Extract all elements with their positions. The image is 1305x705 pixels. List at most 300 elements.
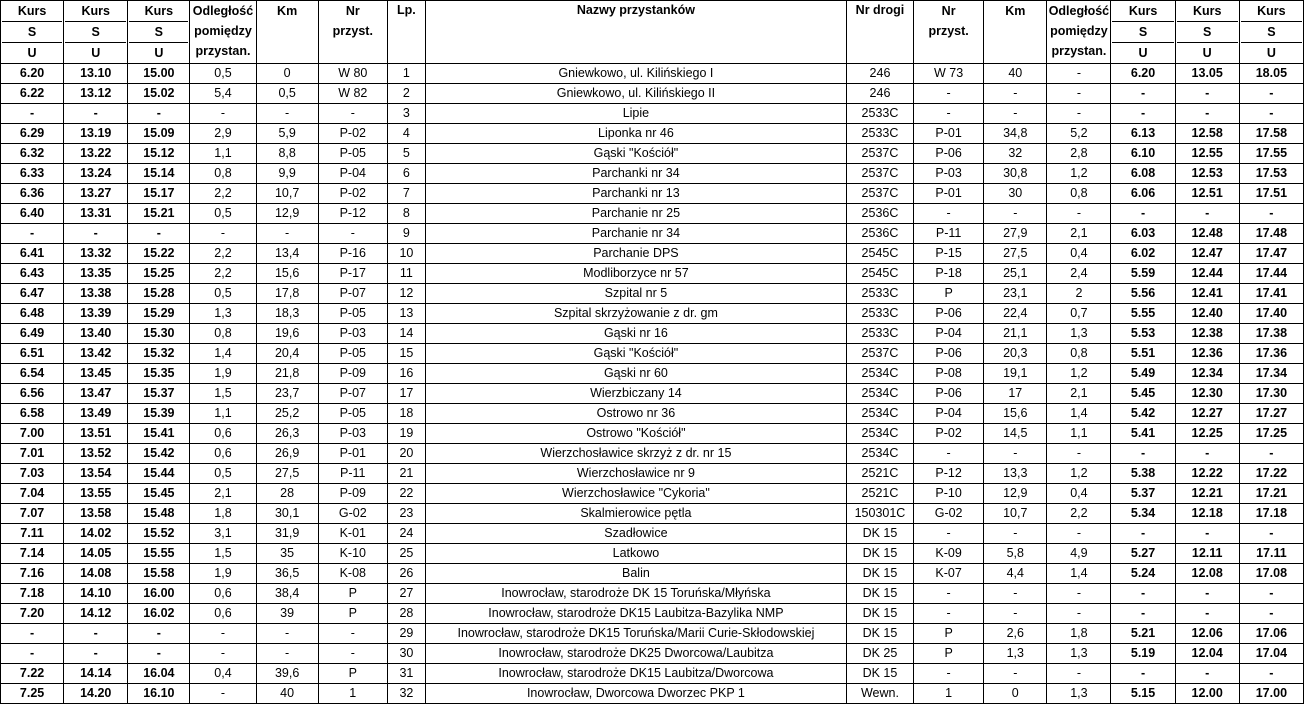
table-cell: -	[1175, 604, 1239, 624]
table-cell: 17	[387, 384, 425, 404]
table-cell: Wierzbiczany 14	[425, 384, 846, 404]
table-cell: 14.12	[64, 604, 128, 624]
table-cell: 6.54	[1, 364, 64, 384]
table-cell: -	[1, 224, 64, 244]
table-cell: 15.58	[128, 564, 190, 584]
table-cell: 0,8	[190, 324, 256, 344]
table-cell: 2537C	[846, 164, 913, 184]
table-cell: 36,5	[256, 564, 318, 584]
header-line: Kurs	[144, 4, 174, 18]
table-cell: 15,6	[984, 404, 1047, 424]
table-cell: 19,1	[984, 364, 1047, 384]
table-cell: 12.27	[1175, 404, 1239, 424]
table-cell: -	[64, 624, 128, 644]
table-cell: 2533C	[846, 104, 913, 124]
table-cell: 150301C	[846, 504, 913, 524]
table-cell: 15.41	[128, 424, 190, 444]
table-cell: 5.41	[1111, 424, 1175, 444]
table-cell: -	[984, 664, 1047, 684]
table-cell: -	[1175, 104, 1239, 124]
table-cell: 6.36	[1, 184, 64, 204]
table-row	[1, 424, 1304, 444]
table-row	[1, 444, 1304, 464]
table-cell: 22	[387, 484, 425, 504]
table-cell: 246	[846, 84, 913, 104]
header-line: przystan.	[195, 44, 251, 58]
table-cell: 5.24	[1111, 564, 1175, 584]
table-cell: 27,5	[256, 464, 318, 484]
table-cell: Gąski "Kościół"	[425, 344, 846, 364]
table-cell: Skalmierowice pętla	[425, 504, 846, 524]
table-cell: 9,9	[256, 164, 318, 184]
table-cell: 2536C	[846, 204, 913, 224]
table-cell: 12.41	[1175, 284, 1239, 304]
table-cell: W 80	[318, 64, 387, 84]
table-row	[1, 264, 1304, 284]
table-cell: 31	[387, 664, 425, 684]
table-cell: W 82	[318, 84, 387, 104]
table-cell: 5.45	[1111, 384, 1175, 404]
table-cell: 6.49	[1, 324, 64, 344]
table-cell: 6.10	[1111, 144, 1175, 164]
table-cell: 5.55	[1111, 304, 1175, 324]
table-cell: 15.12	[128, 144, 190, 164]
table-cell: 5.56	[1111, 284, 1175, 304]
table-cell: 2,2	[190, 264, 256, 284]
table-cell: 1,9	[190, 364, 256, 384]
table-cell: 2,6	[984, 624, 1047, 644]
table-cell: 34,8	[984, 124, 1047, 144]
table-row	[1, 604, 1304, 624]
table-row	[1, 124, 1304, 144]
table-cell: 15.45	[128, 484, 190, 504]
table-cell: 6.47	[1, 284, 64, 304]
table-cell: K-01	[318, 524, 387, 544]
table-cell: DK 15	[846, 604, 913, 624]
table-cell: -	[128, 224, 190, 244]
table-cell: 5.34	[1111, 504, 1175, 524]
table-cell: 17.11	[1239, 544, 1303, 564]
table-cell: 21,1	[984, 324, 1047, 344]
table-cell: 15.02	[128, 84, 190, 104]
table-cell: 6.20	[1111, 64, 1175, 84]
table-cell: P-06	[914, 384, 984, 404]
table-cell: 12.25	[1175, 424, 1239, 444]
table-cell: 21	[387, 464, 425, 484]
table-cell: 13,4	[256, 244, 318, 264]
table-cell: Modliborzyce nr 57	[425, 264, 846, 284]
header-line: Kurs	[17, 4, 47, 18]
table-cell: 12,9	[984, 484, 1047, 504]
table-cell: 17.53	[1239, 164, 1303, 184]
header-line: Kurs	[1192, 4, 1222, 18]
table-cell: 12.51	[1175, 184, 1239, 204]
table-cell: 1	[318, 684, 387, 704]
table-cell: -	[1239, 664, 1303, 684]
table-cell: -	[1239, 204, 1303, 224]
table-cell: 2,4	[1047, 264, 1111, 284]
table-cell: 0,6	[190, 424, 256, 444]
table-cell: -	[318, 624, 387, 644]
table-cell: -	[1047, 604, 1111, 624]
table-cell: 19	[387, 424, 425, 444]
table-row	[1, 164, 1304, 184]
table-cell: -	[1, 624, 64, 644]
table-cell: 2534C	[846, 444, 913, 464]
table-cell: -	[984, 204, 1047, 224]
table-cell: -	[318, 104, 387, 124]
table-cell: -	[256, 644, 318, 664]
table-cell: 12.47	[1175, 244, 1239, 264]
header-line	[258, 21, 317, 41]
table-cell: Parchanie DPS	[425, 244, 846, 264]
table-cell: 6.58	[1, 404, 64, 424]
table-cell: P	[318, 584, 387, 604]
table-cell: 246	[846, 64, 913, 84]
table-cell: -	[1047, 524, 1111, 544]
table-cell: 12.04	[1175, 644, 1239, 664]
table-cell: -	[1239, 524, 1303, 544]
header-line: Nr	[345, 4, 360, 18]
table-cell: 7.04	[1, 484, 64, 504]
table-cell: 15.52	[128, 524, 190, 544]
table-cell: 5.15	[1111, 684, 1175, 704]
table-cell: 15.28	[128, 284, 190, 304]
header-line: U	[2, 42, 62, 63]
table-cell: 30,8	[984, 164, 1047, 184]
header-line	[915, 41, 982, 61]
table-cell: 0,7	[1047, 304, 1111, 324]
table-cell: 6.06	[1111, 184, 1175, 204]
table-cell: 1,5	[190, 384, 256, 404]
table-cell: Ostrowo "Kościół"	[425, 424, 846, 444]
table-cell: 5,4	[190, 84, 256, 104]
table-cell: 1,1	[190, 404, 256, 424]
table-cell: 20	[387, 444, 425, 464]
table-cell: 6.29	[1, 124, 64, 144]
table-cell: 13.42	[64, 344, 128, 364]
table-cell: -	[318, 224, 387, 244]
table-cell: 13.22	[64, 144, 128, 164]
table-cell: 5.53	[1111, 324, 1175, 344]
table-cell: 30	[387, 644, 425, 664]
table-cell: 6.13	[1111, 124, 1175, 144]
table-cell: 13	[387, 304, 425, 324]
table-cell: -	[190, 624, 256, 644]
table-cell: -	[914, 204, 984, 224]
table-row	[1, 484, 1304, 504]
table-cell: -	[1239, 104, 1303, 124]
table-cell: 13.38	[64, 284, 128, 304]
table-cell: 1,9	[190, 564, 256, 584]
table-cell: 2545C	[846, 244, 913, 264]
table-cell: 12.30	[1175, 384, 1239, 404]
table-row	[1, 284, 1304, 304]
table-cell: P-15	[914, 244, 984, 264]
table-cell: 12.38	[1175, 324, 1239, 344]
table-cell: P-04	[914, 324, 984, 344]
table-cell: P	[914, 644, 984, 664]
table-cell: 12.06	[1175, 624, 1239, 644]
table-cell: 22,4	[984, 304, 1047, 324]
table-cell: Parchanki nr 34	[425, 164, 846, 184]
table-cell: 6.33	[1, 164, 64, 184]
table-cell: 0,5	[190, 64, 256, 84]
table-cell: P-06	[914, 344, 984, 364]
table-cell: -	[64, 224, 128, 244]
table-cell: 25	[387, 544, 425, 564]
table-cell: P-05	[318, 404, 387, 424]
header-line: S	[1177, 21, 1238, 42]
table-cell: -	[1, 104, 64, 124]
table-cell: 7.01	[1, 444, 64, 464]
table-cell: 23,7	[256, 384, 318, 404]
table-cell: 5,8	[984, 544, 1047, 564]
table-cell: 15.39	[128, 404, 190, 424]
table-cell: Szadłowice	[425, 524, 846, 544]
header-line: Km	[277, 4, 298, 18]
table-cell: 15,6	[256, 264, 318, 284]
header-right-col-2	[1047, 1, 1111, 64]
table-cell: -	[190, 104, 256, 124]
table-cell: 17,8	[256, 284, 318, 304]
table-cell: 17	[984, 384, 1047, 404]
table-cell: 1,3	[190, 304, 256, 324]
table-cell: 5.27	[1111, 544, 1175, 564]
header-line: S	[1112, 21, 1173, 42]
table-cell: 25,2	[256, 404, 318, 424]
table-cell: -	[128, 104, 190, 124]
table-cell: P-12	[914, 464, 984, 484]
table-cell: P	[914, 284, 984, 304]
table-cell: 25,1	[984, 264, 1047, 284]
table-cell: 6.02	[1111, 244, 1175, 264]
table-cell: 15.17	[128, 184, 190, 204]
table-cell: 1	[914, 684, 984, 704]
table-cell: 12.55	[1175, 144, 1239, 164]
table-cell: 5.49	[1111, 364, 1175, 384]
table-cell: 6.48	[1, 304, 64, 324]
table-cell: 0,8	[190, 164, 256, 184]
table-cell: 0,5	[190, 204, 256, 224]
table-cell: -	[1111, 444, 1175, 464]
table-cell: 12.44	[1175, 264, 1239, 284]
table-cell: -	[1239, 84, 1303, 104]
table-cell: 17.51	[1239, 184, 1303, 204]
table-cell: 6.03	[1111, 224, 1175, 244]
table-cell: 7.03	[1, 464, 64, 484]
table-cell: 6	[387, 164, 425, 184]
table-cell: P-10	[914, 484, 984, 504]
header-left-col-4	[256, 1, 318, 64]
table-cell: 13.55	[64, 484, 128, 504]
table-cell: 15.32	[128, 344, 190, 364]
table-cell: Gniewkowo, ul. Kilińskiego II	[425, 84, 846, 104]
table-cell: 17.40	[1239, 304, 1303, 324]
table-cell: Wierzchosławice nr 9	[425, 464, 846, 484]
table-cell: 10,7	[984, 504, 1047, 524]
table-cell: 2521C	[846, 484, 913, 504]
table-cell: 26	[387, 564, 425, 584]
table-cell: 9	[387, 224, 425, 244]
table-cell: P-11	[318, 464, 387, 484]
table-cell: 2533C	[846, 284, 913, 304]
table-cell: 1,3	[1047, 644, 1111, 664]
table-cell: 12	[387, 284, 425, 304]
table-cell: 0,8	[1047, 344, 1111, 364]
table-cell: 14.05	[64, 544, 128, 564]
table-cell: 27	[387, 584, 425, 604]
table-cell: P-01	[914, 124, 984, 144]
table-cell: Parchanie nr 34	[425, 224, 846, 244]
table-cell: 7.14	[1, 544, 64, 564]
table-cell: K-07	[914, 564, 984, 584]
table-cell: 3,1	[190, 524, 256, 544]
table-cell: K-08	[318, 564, 387, 584]
table-cell: 13.31	[64, 204, 128, 224]
table-cell: 10	[387, 244, 425, 264]
table-cell: Inowrocław, Dworcowa Dworzec PKP 1	[425, 684, 846, 704]
table-cell: P-09	[318, 364, 387, 384]
table-cell: 15.14	[128, 164, 190, 184]
table-cell: P-02	[318, 184, 387, 204]
table-cell: 12.21	[1175, 484, 1239, 504]
table-cell: 0,6	[190, 604, 256, 624]
table-cell: 5,2	[1047, 124, 1111, 144]
table-cell: -	[1111, 584, 1175, 604]
table-cell: 15.55	[128, 544, 190, 564]
table-row	[1, 184, 1304, 204]
table-cell: 28	[256, 484, 318, 504]
table-cell: 13.24	[64, 164, 128, 184]
table-cell: 17.36	[1239, 344, 1303, 364]
table-cell: -	[914, 104, 984, 124]
table-cell: 13.40	[64, 324, 128, 344]
table-cell: Inowrocław, starodroże DK 15 Toruńska/Młyńska	[425, 584, 846, 604]
table-cell: 14,5	[984, 424, 1047, 444]
table-cell: -	[1175, 524, 1239, 544]
table-cell: 15.48	[128, 504, 190, 524]
table-cell: 17.25	[1239, 424, 1303, 444]
table-cell: 15.09	[128, 124, 190, 144]
table-cell: Balin	[425, 564, 846, 584]
table-cell: P	[318, 664, 387, 684]
table-cell: 17.34	[1239, 364, 1303, 384]
header-lp: Lp.	[387, 1, 425, 64]
table-cell: 17.06	[1239, 624, 1303, 644]
table-cell: 13.39	[64, 304, 128, 324]
table-cell: P-05	[318, 144, 387, 164]
table-cell: 7.20	[1, 604, 64, 624]
table-cell: 1,1	[190, 144, 256, 164]
table-cell: 5,9	[256, 124, 318, 144]
table-cell: 0,5	[190, 464, 256, 484]
table-cell: 16.00	[128, 584, 190, 604]
table-cell: 17.47	[1239, 244, 1303, 264]
table-row	[1, 644, 1304, 664]
table-cell: 1,4	[190, 344, 256, 364]
table-cell: P-07	[318, 384, 387, 404]
table-cell: 2534C	[846, 424, 913, 444]
table-cell: 13.35	[64, 264, 128, 284]
table-cell: 7.00	[1, 424, 64, 444]
table-cell: -	[1175, 84, 1239, 104]
table-cell: 32	[387, 684, 425, 704]
header-line: S	[2, 21, 62, 42]
table-cell: -	[1047, 84, 1111, 104]
table-cell: 14.10	[64, 584, 128, 604]
table-cell: P-03	[914, 164, 984, 184]
table-cell: DK 15	[846, 624, 913, 644]
header-right-col-5	[1239, 1, 1303, 64]
table-cell: 18	[387, 404, 425, 424]
table-cell: Szpital skrzyżowanie z dr. gm	[425, 304, 846, 324]
table-cell: 7.07	[1, 504, 64, 524]
table-cell: -	[984, 524, 1047, 544]
table-cell: 7.18	[1, 584, 64, 604]
table-cell: G-02	[914, 504, 984, 524]
table-cell: 2,2	[1047, 504, 1111, 524]
header-line: Odległość	[1048, 4, 1110, 18]
table-cell: 7.22	[1, 664, 64, 684]
header-line	[985, 21, 1045, 41]
table-cell: 15.21	[128, 204, 190, 224]
table-cell: 6.41	[1, 244, 64, 264]
table-cell: 1,3	[1047, 684, 1111, 704]
table-cell: 29	[387, 624, 425, 644]
table-cell: Inowrocław, starodroże DK15 Toruńska/Marii Curie-Skłodowskiej	[425, 624, 846, 644]
header-stop-names: Nazwy przystanków	[425, 1, 846, 64]
table-cell: 2	[1047, 284, 1111, 304]
table-cell: P-07	[318, 284, 387, 304]
table-cell: 13.45	[64, 364, 128, 384]
header-line: przystan.	[1051, 44, 1107, 58]
header-line: Km	[1005, 4, 1026, 18]
table-cell: -	[1175, 584, 1239, 604]
table-cell: 5.19	[1111, 644, 1175, 664]
header-right-col-1	[984, 1, 1047, 64]
table-cell: Inowrocław, starodroże DK15 Laubitza-Bazylika NMP	[425, 604, 846, 624]
table-cell: DK 15	[846, 664, 913, 684]
header-road-number: Nr drogi	[846, 1, 913, 64]
table-cell: -	[914, 664, 984, 684]
table-cell: -	[984, 104, 1047, 124]
table-cell: -	[1047, 444, 1111, 464]
table-cell: P-18	[914, 264, 984, 284]
table-cell: 15	[387, 344, 425, 364]
header-line: U	[1112, 42, 1173, 63]
table-cell: -	[256, 104, 318, 124]
table-cell: -	[984, 604, 1047, 624]
table-cell: 2533C	[846, 124, 913, 144]
table-cell: 17.00	[1239, 684, 1303, 704]
table-cell: 17.04	[1239, 644, 1303, 664]
table-cell: -	[984, 84, 1047, 104]
table-cell: 19,6	[256, 324, 318, 344]
table-cell: 12.22	[1175, 464, 1239, 484]
header-line: Kurs	[81, 4, 110, 18]
table-row	[1, 584, 1304, 604]
table-cell: Wewn.	[846, 684, 913, 704]
table-cell: 2521C	[846, 464, 913, 484]
table-cell: P-17	[318, 264, 387, 284]
table-cell: P-02	[318, 124, 387, 144]
table-cell: 15.37	[128, 384, 190, 404]
table-cell: 13.52	[64, 444, 128, 464]
table-cell: Gąski nr 60	[425, 364, 846, 384]
table-cell: 0,8	[1047, 184, 1111, 204]
table-cell: P-01	[914, 184, 984, 204]
